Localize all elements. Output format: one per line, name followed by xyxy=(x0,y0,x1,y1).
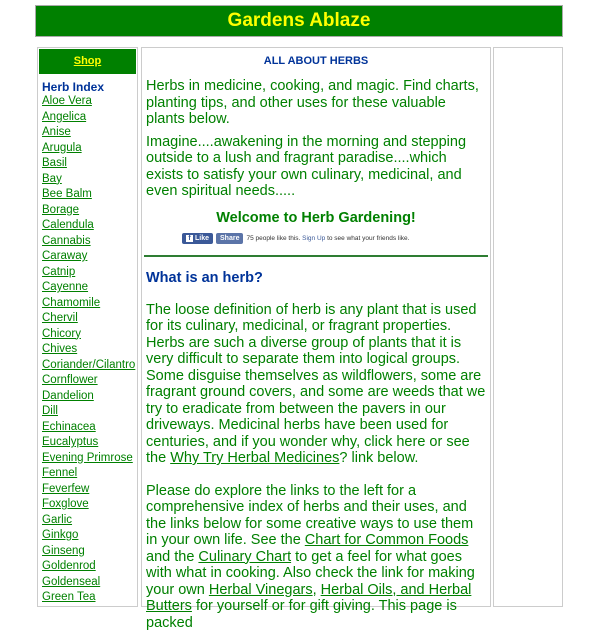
herb-index-item xyxy=(42,513,136,529)
herb-index-item xyxy=(42,172,136,188)
herb-link[interactable]: Garlic xyxy=(42,514,72,526)
herb-index-item xyxy=(42,373,136,389)
herb-index-item xyxy=(42,156,136,172)
herb-index-item xyxy=(42,141,136,157)
herb-link[interactable]: Feverfew xyxy=(42,483,89,495)
herb-index-item xyxy=(42,234,136,250)
herb-index-item xyxy=(42,358,136,374)
herb-link[interactable]: Chamomile xyxy=(42,297,100,309)
herb-link[interactable]: Basil xyxy=(42,157,67,169)
culinary-chart-link[interactable]: Culinary Chart xyxy=(198,549,291,565)
herb-index-item xyxy=(42,342,136,358)
herb-link[interactable]: Coriander/Cilantro xyxy=(42,359,135,371)
paragraph-2-text-4: , xyxy=(313,582,321,598)
herb-index-item xyxy=(42,280,136,296)
herb-link[interactable]: Evening Primrose xyxy=(42,452,133,464)
herb-link[interactable]: Green Tea xyxy=(42,591,96,603)
site-title: Gardens Ablaze xyxy=(228,10,371,32)
sidebar xyxy=(37,47,138,607)
herb-index-item xyxy=(42,203,136,219)
herb-link[interactable]: Caraway xyxy=(42,250,87,262)
right-column xyxy=(493,47,563,607)
herb-index-item xyxy=(42,544,136,560)
herb-link[interactable]: Catnip xyxy=(42,266,75,278)
herb-link[interactable]: Dandelion xyxy=(42,390,94,402)
herb-link[interactable]: Bee Balm xyxy=(42,188,92,200)
chart-for-common-foods-link[interactable]: Chart for Common Foods xyxy=(305,532,469,548)
herb-index-item xyxy=(42,389,136,405)
why-try-herbal-medicines-link[interactable]: Why Try Herbal Medicines xyxy=(170,450,339,466)
herb-index-list xyxy=(39,94,136,606)
herb-index-item xyxy=(42,451,136,467)
herb-index-item xyxy=(42,265,136,281)
herb-index-item xyxy=(42,420,136,436)
facebook-suffix-text: to see what your friends like. xyxy=(327,235,409,242)
herb-index-item xyxy=(42,296,136,312)
facebook-share-button[interactable]: Share xyxy=(216,233,243,244)
article-paragraph-2 xyxy=(146,483,486,631)
herb-link[interactable]: Bay xyxy=(42,173,62,185)
facebook-like-widget xyxy=(182,232,490,246)
herb-link[interactable]: Cayenne xyxy=(42,281,88,293)
herb-link[interactable]: Cornflower xyxy=(42,374,98,386)
herb-link[interactable]: Arugula xyxy=(42,142,82,154)
paragraph-1-tail: ? link below. xyxy=(339,450,418,466)
herb-index-item xyxy=(42,110,136,126)
herb-index-item xyxy=(42,404,136,420)
herb-index-item xyxy=(42,559,136,575)
herb-link[interactable]: Calendula xyxy=(42,219,94,231)
intro-paragraph-2: Imagine....awakening in the morning and stepping outside to a lush and fragrant paradise....which exists to satisfy your own culinary, medicinal, and even spiritual needs..... xyxy=(146,134,486,200)
page-heading: ALL ABOUT HERBS xyxy=(142,54,490,68)
facebook-signup-link[interactable]: Sign Up xyxy=(302,235,325,242)
herb-index-item xyxy=(42,590,136,606)
herb-link[interactable]: Foxglove xyxy=(42,498,89,510)
section-divider xyxy=(144,255,488,257)
herb-link[interactable]: Goldenseal xyxy=(42,576,100,588)
herb-index-item xyxy=(42,125,136,141)
facebook-like-count: 75 people like this. xyxy=(246,235,300,242)
intro xyxy=(146,78,486,200)
herb-link[interactable]: Angelica xyxy=(42,111,86,123)
herb-index-item xyxy=(42,482,136,498)
herb-index-item xyxy=(42,311,136,327)
paragraph-2-text-2: and the xyxy=(146,549,198,565)
intro-paragraph-1: Herbs in medicine, cooking, and magic. Find charts, planting tips, and other uses for these valuable plants below. xyxy=(146,78,486,128)
herb-link[interactable]: Cannabis xyxy=(42,235,91,247)
herb-index-item xyxy=(42,435,136,451)
herb-link[interactable]: Fennel xyxy=(42,467,77,479)
facebook-like-label: Like xyxy=(195,235,209,242)
herbal-vinegars-link[interactable]: Herbal Vinegars xyxy=(209,582,313,598)
herbal-oils-butters-link[interactable]: Herbal Oils, and Herbal Butters xyxy=(146,582,471,615)
paragraph-2-text-3: to get a feel for what goes with what in cooking. Also check the link for making your own xyxy=(146,549,475,598)
facebook-like-text xyxy=(246,235,409,242)
main-content xyxy=(141,47,491,607)
herb-index-item xyxy=(42,497,136,513)
paragraph-2-text-1: Please do explore the links to the left for a comprehensive index of herbs and their uses, and the links below for some creative ways to use them in your own life. See the xyxy=(146,483,473,549)
herb-link[interactable]: Dill xyxy=(42,405,58,417)
site-header xyxy=(35,5,563,37)
herb-link[interactable]: Chives xyxy=(42,343,77,355)
herb-index-item xyxy=(42,94,136,110)
herb-link[interactable]: Ginkgo xyxy=(42,529,78,541)
herb-link[interactable]: Ginseng xyxy=(42,545,85,557)
herb-index-item xyxy=(42,327,136,343)
herb-link[interactable]: Borage xyxy=(42,204,79,216)
herb-index-item xyxy=(42,575,136,591)
herb-index-item xyxy=(42,528,136,544)
herb-link[interactable]: Eucalyptus xyxy=(42,436,98,448)
herb-index-title: Herb Index xyxy=(42,80,136,94)
herb-index-item xyxy=(42,249,136,265)
herb-index-item xyxy=(42,218,136,234)
herb-index-item xyxy=(42,466,136,482)
facebook-like-button[interactable] xyxy=(182,233,213,244)
welcome-heading: Welcome to Herb Gardening! xyxy=(142,210,490,226)
herb-link[interactable]: Chervil xyxy=(42,312,78,324)
herb-link[interactable]: Goldenrod xyxy=(42,560,96,572)
herb-link[interactable]: Chicory xyxy=(42,328,81,340)
article-body xyxy=(146,302,486,631)
herb-index-item xyxy=(42,187,136,203)
article-paragraph-1 xyxy=(146,302,486,467)
herb-link[interactable]: Anise xyxy=(42,126,71,138)
facebook-icon: f xyxy=(186,235,193,242)
herb-link[interactable]: Echinacea xyxy=(42,421,96,433)
shop-link[interactable]: Shop xyxy=(39,49,136,74)
what-is-herb-heading: What is an herb? xyxy=(146,270,490,286)
paragraph-1-text: The loose definition of herb is any plant that is used for its culinary, medicinal, or fragrant properties. Herbs are such a diverse group of plants that it is very difficult to separate them into logical groups. Some disguise themselves as wildflowers, some are fragrant ground covers, and some are weeds that we try to eradicate from between the pavers in our driveways. Medicinal herbs have been used for centuries, and if you wonder why, click here or see the xyxy=(146,302,485,467)
herb-link[interactable]: Aloe Vera xyxy=(42,95,92,107)
paragraph-2-text-5: for yourself or for gift giving. This page is packed xyxy=(146,598,457,631)
